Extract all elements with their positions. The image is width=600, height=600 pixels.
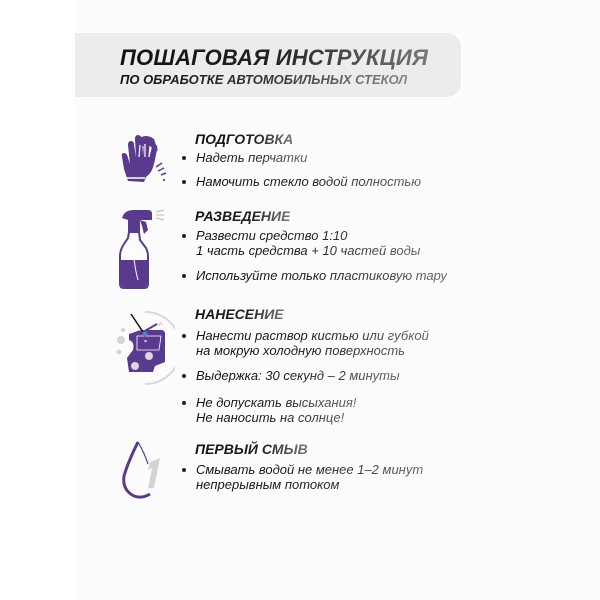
- glove-wiping-icon: [118, 131, 170, 187]
- bullet-dot: [182, 180, 186, 184]
- bullet-text: Выдержка: 30 секунд – 2 минуты: [196, 368, 400, 383]
- section-title: РАЗВЕДЕНИЕ: [195, 208, 291, 224]
- bullet-dot: [182, 401, 186, 405]
- bullet-text: Не наносить на солнце!: [196, 410, 356, 425]
- bullet-dot: [182, 374, 186, 378]
- list-item: [182, 328, 429, 358]
- bullet-text: Используйте только пластиковую тару: [196, 268, 447, 283]
- bullet-text: Развести средство 1:10: [196, 228, 420, 243]
- bullet-text: Не допускать высыхания!: [196, 395, 357, 410]
- list-item: [182, 150, 307, 165]
- page-title: ПОШАГОВАЯ ИНСТРУКЦИЯ: [120, 45, 429, 70]
- list-item: [182, 462, 423, 492]
- bullet-text: Нанести раствор кистью или губкой: [196, 328, 429, 343]
- water-drop-one-icon: [120, 440, 166, 500]
- bullet-text: Смывать водой не менее 1–2 минут: [196, 462, 424, 477]
- bullet-text: на мокрую холодную поверхность: [196, 343, 429, 358]
- list-item: [182, 174, 421, 189]
- list-item: [182, 228, 420, 258]
- list-item: [182, 395, 356, 425]
- page-subtitle: ПО ОБРАБОТКЕ АВТОМОБИЛЬНЫХ СТЕКОЛ: [120, 72, 408, 87]
- bullet-text: непрерывным потоком: [196, 477, 423, 492]
- list-item: [182, 368, 400, 383]
- car-windshield-wiper-icon: [115, 310, 175, 386]
- bullet-text: Надеть перчатки: [196, 150, 308, 165]
- bullet-dot: [182, 234, 186, 238]
- section-title: ПЕРВЫЙ СМЫВ: [195, 441, 308, 457]
- section-title: ПОДГОТОВКА: [195, 131, 294, 147]
- bullet-text: Намочить стекло водой полностью: [196, 174, 422, 189]
- bullet-dot: [182, 334, 186, 338]
- bullet-dot: [182, 468, 186, 472]
- list-item: [182, 268, 447, 283]
- bullet-text: 1 часть средства + 10 частей воды: [196, 243, 421, 258]
- bullet-dot: [182, 274, 186, 278]
- spray-bottle-icon: [118, 208, 170, 290]
- section-title: НАНЕСЕНИЕ: [195, 306, 284, 322]
- bullet-dot: [182, 156, 186, 160]
